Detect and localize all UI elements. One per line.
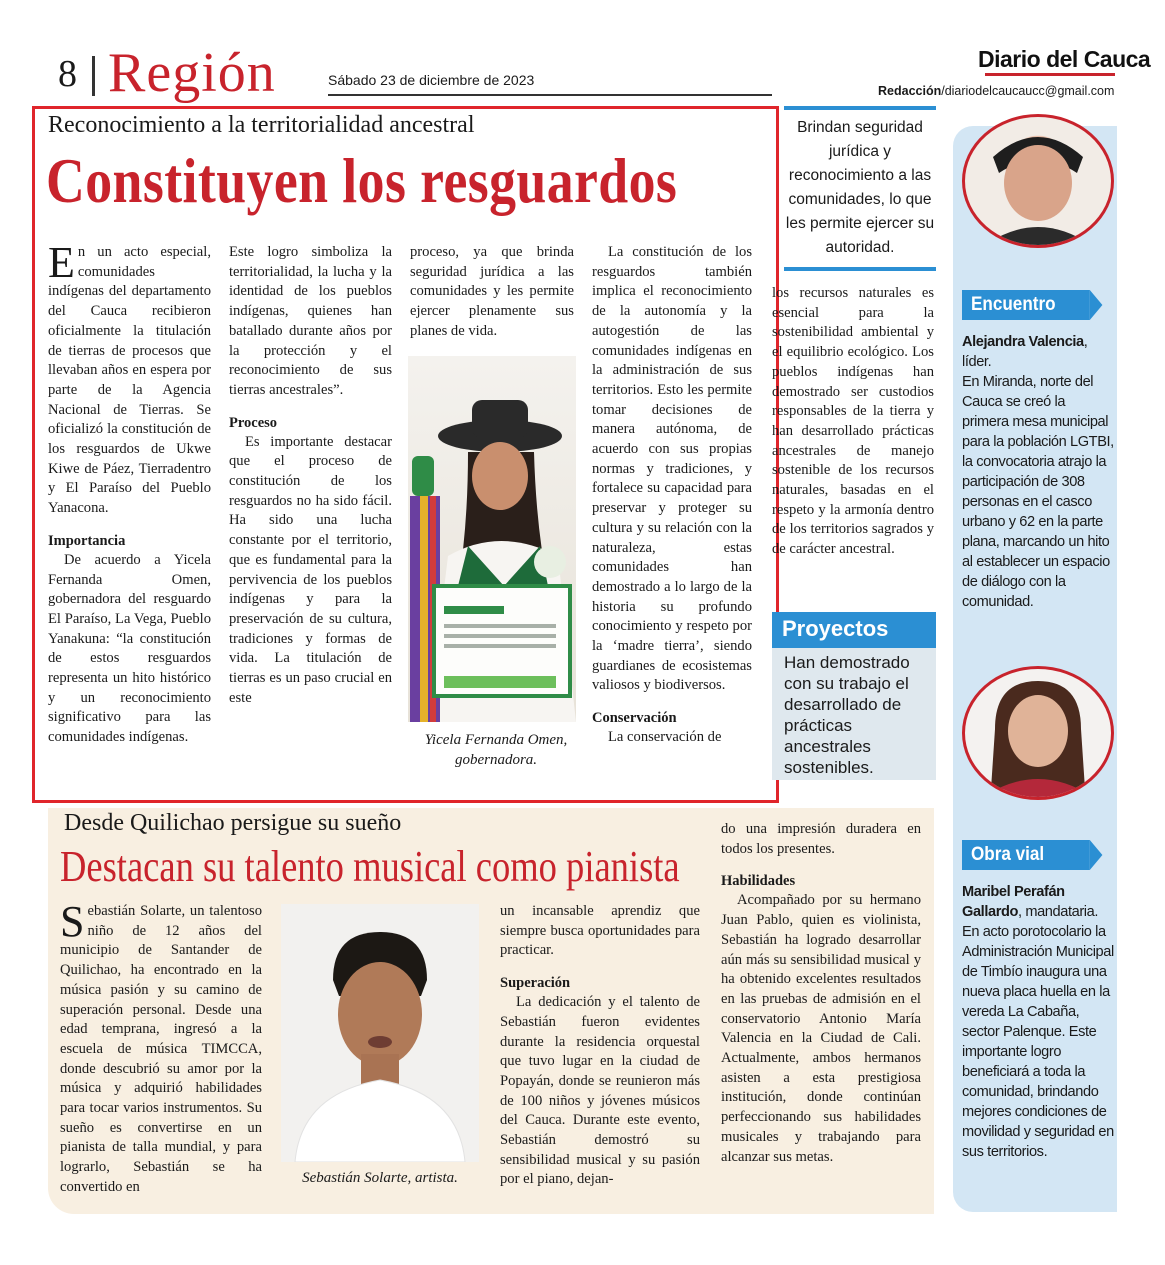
- article-column-3: [410, 243, 574, 342]
- person-name: Maribel Perafán Gallardo: [962, 884, 1065, 920]
- paragraph: do una impresión duradera en todos los presentes.: [721, 821, 921, 857]
- dropcap: E: [48, 238, 75, 287]
- subheading-superacion: Superación: [500, 975, 571, 992]
- proyectos-text: Han demostrado con su trabajo el desarrollado de prácticas ancestrales sostenibles.: [784, 653, 910, 777]
- avatar-alejandra-valencia: [962, 114, 1114, 248]
- photo-pianist: [281, 904, 479, 1162]
- subheading-habilidades: Habilidades: [721, 873, 796, 890]
- quote-rule-bottom: [784, 267, 936, 271]
- issue-date: Sábado 23 de diciembre de 2023: [328, 72, 535, 88]
- paragraph: los recursos naturales es esencial para la sostenibilidad ambiental y el equilibrio ecológico. Los pueblos indígenas han demostrado ser custodios responsables de la tierra y han desarrollado prácticas ancestrales de manejo sostenible de los recursos naturales, basadas en el respeto y la armonía dentro de los territorios sagrados y de carácter ancestral.: [772, 285, 934, 558]
- article-column-2: [229, 243, 392, 708]
- header-divider: [92, 56, 95, 96]
- article-headline: Constituyen los resguardos: [46, 145, 678, 216]
- section-title: Región: [108, 42, 276, 104]
- subheading-importancia: Importancia: [48, 532, 126, 549]
- proyectos-title: Proyectos: [772, 612, 936, 648]
- person-name: Alejandra Valencia: [962, 334, 1084, 350]
- subheading-conservacion: Conservación: [592, 710, 677, 727]
- second-article-column-3: [721, 820, 921, 1167]
- article-kicker: Reconocimiento a la territorialidad ancestral: [48, 112, 475, 138]
- paragraph: La dedicación y el talento de Sebastián fueron evidentes durante la residencia orquestal que tuvo lugar en la ciudad de Popayán, donde se reunieron más de 100 niños y jóvenes músicos del Cauca. Durante este evento, Sebastián demostró su sensibilidad musical y su pasión por el piano, dejan-: [500, 994, 700, 1188]
- article-column-1: [48, 238, 211, 748]
- photo-caption: Yicela Fernanda Omen, gobernadora.: [424, 732, 568, 768]
- photo-governor: [408, 356, 576, 722]
- sidebar-brief-1: [962, 332, 1114, 612]
- lead-paragraph: Sebastián Solarte, un talentoso niño de 12 años del municipio de Santander de Quilichao, ha encontrado en la música pasión y su camino de superación personal. Desde una edad temprana, ingresó a la escuela de música TIMCCA, donde descubrió su amor por la música y adquirió habilidades para tocar varios instrumentos. Su sueño es convertirse en un pianista de talla mundial, y para lograrlo, Sebastián se ha convertido en: [60, 897, 262, 1195]
- paragraph: De acuerdo a Yicela Fernanda Omen, gobernadora del resguardo El Paraíso, La Vega, Pueblo Yanakuna: “la constitución de estos resguardos representa un hito histórico y un reconocimiento significativo para las comunidades indígenas.: [48, 551, 211, 746]
- paragraph: Acompañado por su hermano Juan Pablo, quien es violinista, Sebastián ha logrado desarrollar aún más su sensibilidad musical y ha obtenido excelentes resultados en las pruebas de admisión en el conservatorio Antonio María Valencia en la Ciudad de Cali. Actualmente, ambos hermanos asisten a esta prestigiosa institución, donde continúan perfeccionando sus habilidades musicales y trabajando para alcanzar sus metas.: [721, 892, 921, 1165]
- governor-illustration: [408, 356, 576, 722]
- tag-encuentro: Encuentro: [962, 290, 1090, 320]
- subheading-proceso: Proceso: [229, 414, 278, 431]
- quote-rule-top: [784, 106, 936, 110]
- second-article-column-2: [500, 902, 700, 1190]
- pianist-illustration: [281, 904, 479, 1162]
- person-role: , líder.: [962, 334, 1088, 370]
- logo-underline: [985, 73, 1115, 76]
- person-icon: [965, 669, 1111, 797]
- pull-quote: Brindan seguridad jurídica y reconocimiento a las comunidades, lo que les permite ejercer su autoridad.: [785, 119, 935, 256]
- second-article-column-1: [60, 897, 262, 1198]
- brief-text: En Miranda, norte del Cauca se creó la primera mesa municipal para la población LGTBI, la convocatoria atrajo la participación de 308 personas en el casco urbano y 62 en la parte plana, marcando un hito al establecer un espacio de diálogo con la comunidad.: [962, 374, 1114, 610]
- paragraph: un incansable aprendiz que siempre busca oportunidades para practicar.: [500, 903, 700, 959]
- paragraph: La conservación de: [608, 729, 722, 746]
- person-icon: [965, 117, 1111, 245]
- article-column-4: [592, 243, 752, 748]
- newspaper-logo: Diario del Cauca: [978, 46, 1151, 72]
- dropcap: S: [60, 897, 85, 946]
- page-number: 8: [58, 53, 77, 95]
- redaction-contact: [878, 84, 1114, 98]
- article-column-5: [772, 284, 934, 560]
- redaction-label: Redacción: [878, 84, 942, 98]
- second-article-kicker: Desde Quilichao persigue su sueño: [64, 810, 402, 836]
- avatar-maribel-perafan: [962, 666, 1114, 800]
- tag-obra-vial: Obra vial: [962, 840, 1090, 870]
- second-article-headline: Destacan su talento musical como pianista: [60, 842, 680, 891]
- sidebar-brief-2: [962, 882, 1114, 1162]
- paragraph: proceso, ya que brinda seguridad jurídica a las comunidades y les permite ejercer plenamente sus planes de vida.: [410, 244, 574, 339]
- paragraph: Este logro simboliza la territorialidad, la lucha y la identidad de los pueblos indígenas, quienes han batallado durante años por la protección y el reconocimiento de sus tierras ancestrales”.: [229, 244, 392, 398]
- paragraph: La constitución de los resguardos también implica el reconocimiento de la autonomía y la autogestión de las comunidades indígenas en la administración de sus territorios. Esto les permite tomar decisiones de manera autónoma, de acuerdo con sus propias normas y tradiciones, y fortalece su capacidad para preservar y proteger su cultura y su relación con la naturaleza, estas comunidades han demostrado a lo largo de la historia su profundo conocimiento y respeto por la ‘madre tierra’, siendo guardianes de ecosistemas valiosos y biodiversos.: [592, 244, 752, 694]
- lead-paragraph: En un acto especial, comunidades indígenas del departamento del Cauca recibieron oficialmente la titulación de tierras de procesos que llevaban años en espera por parte de la Agencia Nacional de Tierras. Se oficializó la constitución de los resguardos de Ukwe Kiwe de Páez, Tierradentro y El Paraíso del Pueblo Yanacona.: [48, 238, 211, 517]
- photo-caption: Sebastián Solarte, artista.: [302, 1170, 458, 1186]
- paragraph: Es importante destacar que el proceso de constitución de los resguardos no ha sido fácil. Ha sido una lucha constante por el territorio, que es fundamental para la pervivencia de los pueblos indígenas y para la preservación de su cultura, tradiciones y formas de vida. La titulación de tierras es un paso crucial en este: [229, 433, 392, 706]
- header-rule: [328, 94, 772, 96]
- brief-text: En acto porotocolario la Administración Municipal de Timbío inaugura una nueva placa huella en la vereda La Cabaña, sector Palenque. Este importante logro beneficiará a toda la comunidad, brindando mejores condiciones de movilidad y seguridad en sus territorios.: [962, 924, 1114, 1160]
- redaction-email[interactable]: /diariodelcaucaucc@gmail.com: [941, 84, 1115, 98]
- person-role: , mandataria.: [1018, 904, 1098, 920]
